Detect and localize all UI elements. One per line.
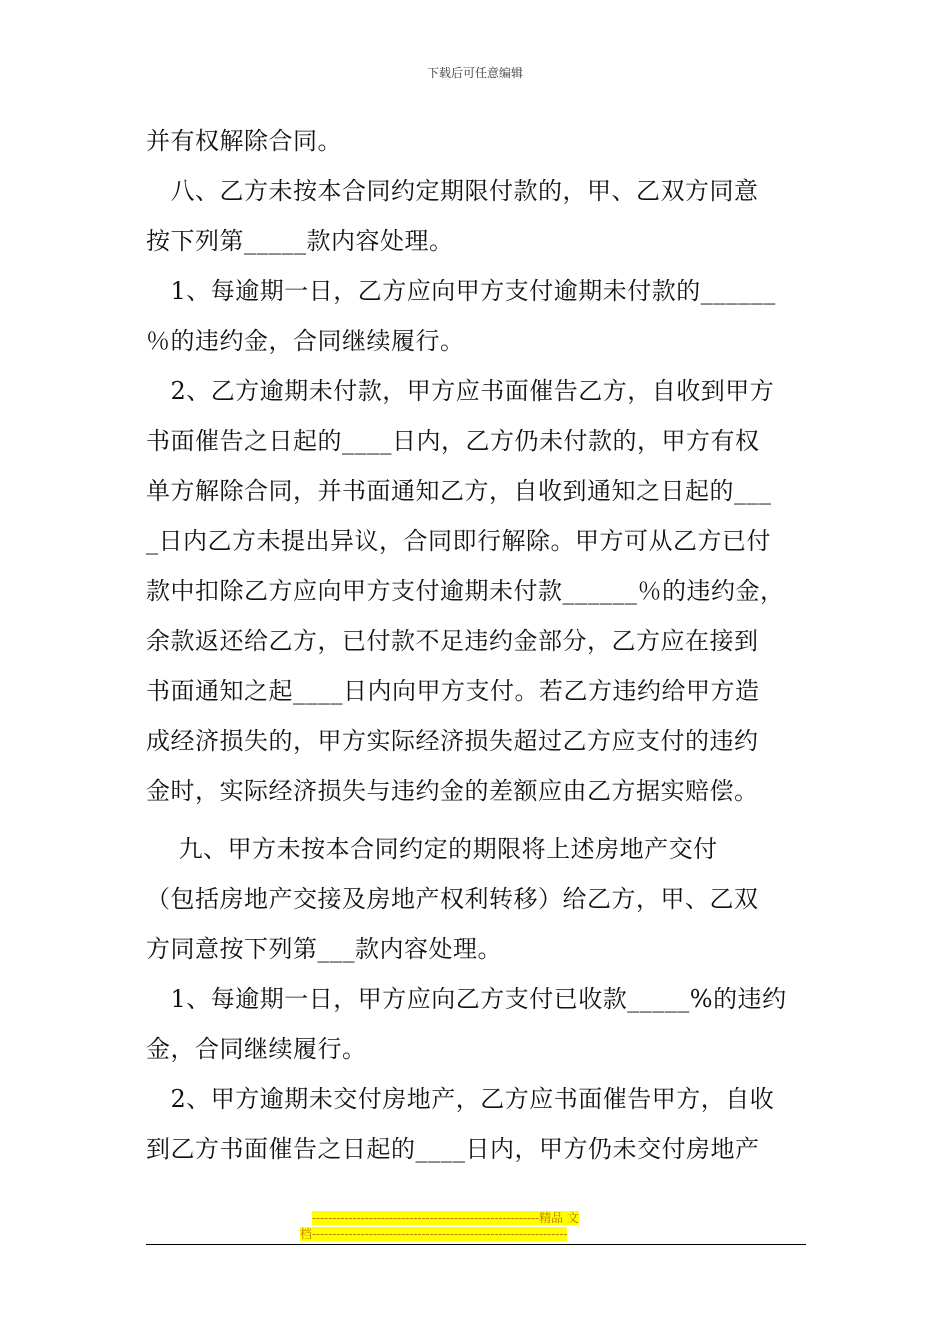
text-line: 九、甲方未按本合同约定的期限将上述房地产交付 bbox=[146, 835, 718, 863]
text-line: （包括房地产交接及房地产权利转移）给乙方，甲、乙双 bbox=[146, 885, 759, 913]
text-line: 书面催告之日起的____日内，乙方仍未付款的，甲方有权 bbox=[146, 427, 760, 455]
paragraph-gap bbox=[146, 816, 806, 824]
text-line: 八、乙方未按本合同约定期限付款的，甲、乙双方同意 bbox=[146, 177, 759, 205]
text-line: 单方解除合同，并书面通知乙方，自收到通知之日起的___ bbox=[146, 477, 772, 505]
text-line: 余款返还给乙方，已付款不足违约金部分，乙方应在接到 bbox=[146, 627, 759, 655]
text-line: 按下列第_____款内容处理。 bbox=[146, 227, 454, 255]
text-line: ％的违约金，合同继续履行。 bbox=[146, 327, 465, 355]
text-line: 并有权解除合同。 bbox=[146, 127, 342, 155]
footer-rule bbox=[146, 1244, 806, 1245]
text-line: 方同意按下列第___款内容处理。 bbox=[146, 935, 502, 963]
text-line: 书面通知之起____日内向甲方支付。若乙方违约给甲方造 bbox=[146, 677, 760, 705]
text-line: 金，合同继续履行。 bbox=[146, 1035, 367, 1063]
text-line: 2、乙方逾期未付款，甲方应书面催告乙方，自收到甲方 bbox=[146, 377, 775, 405]
text-line: 1、每逾期一日，甲方应向乙方支付已收款_____%的违约 bbox=[146, 985, 787, 1013]
text-line: _日内乙方未提出异议，合同即行解除。甲方可从乙方已付 bbox=[146, 527, 771, 555]
page-header: 下载后可任意编辑 bbox=[426, 66, 523, 80]
footer-line-1: --------------------------------------------------------精品 文 bbox=[312, 1211, 579, 1225]
text-line: 款中扣除乙方应向甲方支付逾期未付款______％的违约金， bbox=[146, 577, 785, 605]
footer-line-2: 档--------------------------------------------------------------- bbox=[300, 1227, 568, 1241]
text-line: 2、甲方逾期未交付房地产，乙方应书面催告甲方，自收 bbox=[146, 1085, 775, 1113]
text-line: 1、每逾期一日，乙方应向甲方支付逾期未付款的______ bbox=[146, 277, 776, 305]
text-line: 成经济损失的，甲方实际经济损失超过乙方应支付的违约 bbox=[146, 727, 759, 755]
footer-watermark bbox=[300, 1210, 645, 1242]
text-line: 金时，实际经济损失与违约金的差额应由乙方据实赔偿。 bbox=[146, 777, 759, 805]
text-line: 到乙方书面催告之日起的____日内，甲方仍未交付房地产 bbox=[146, 1135, 760, 1163]
document-body bbox=[146, 116, 806, 1174]
